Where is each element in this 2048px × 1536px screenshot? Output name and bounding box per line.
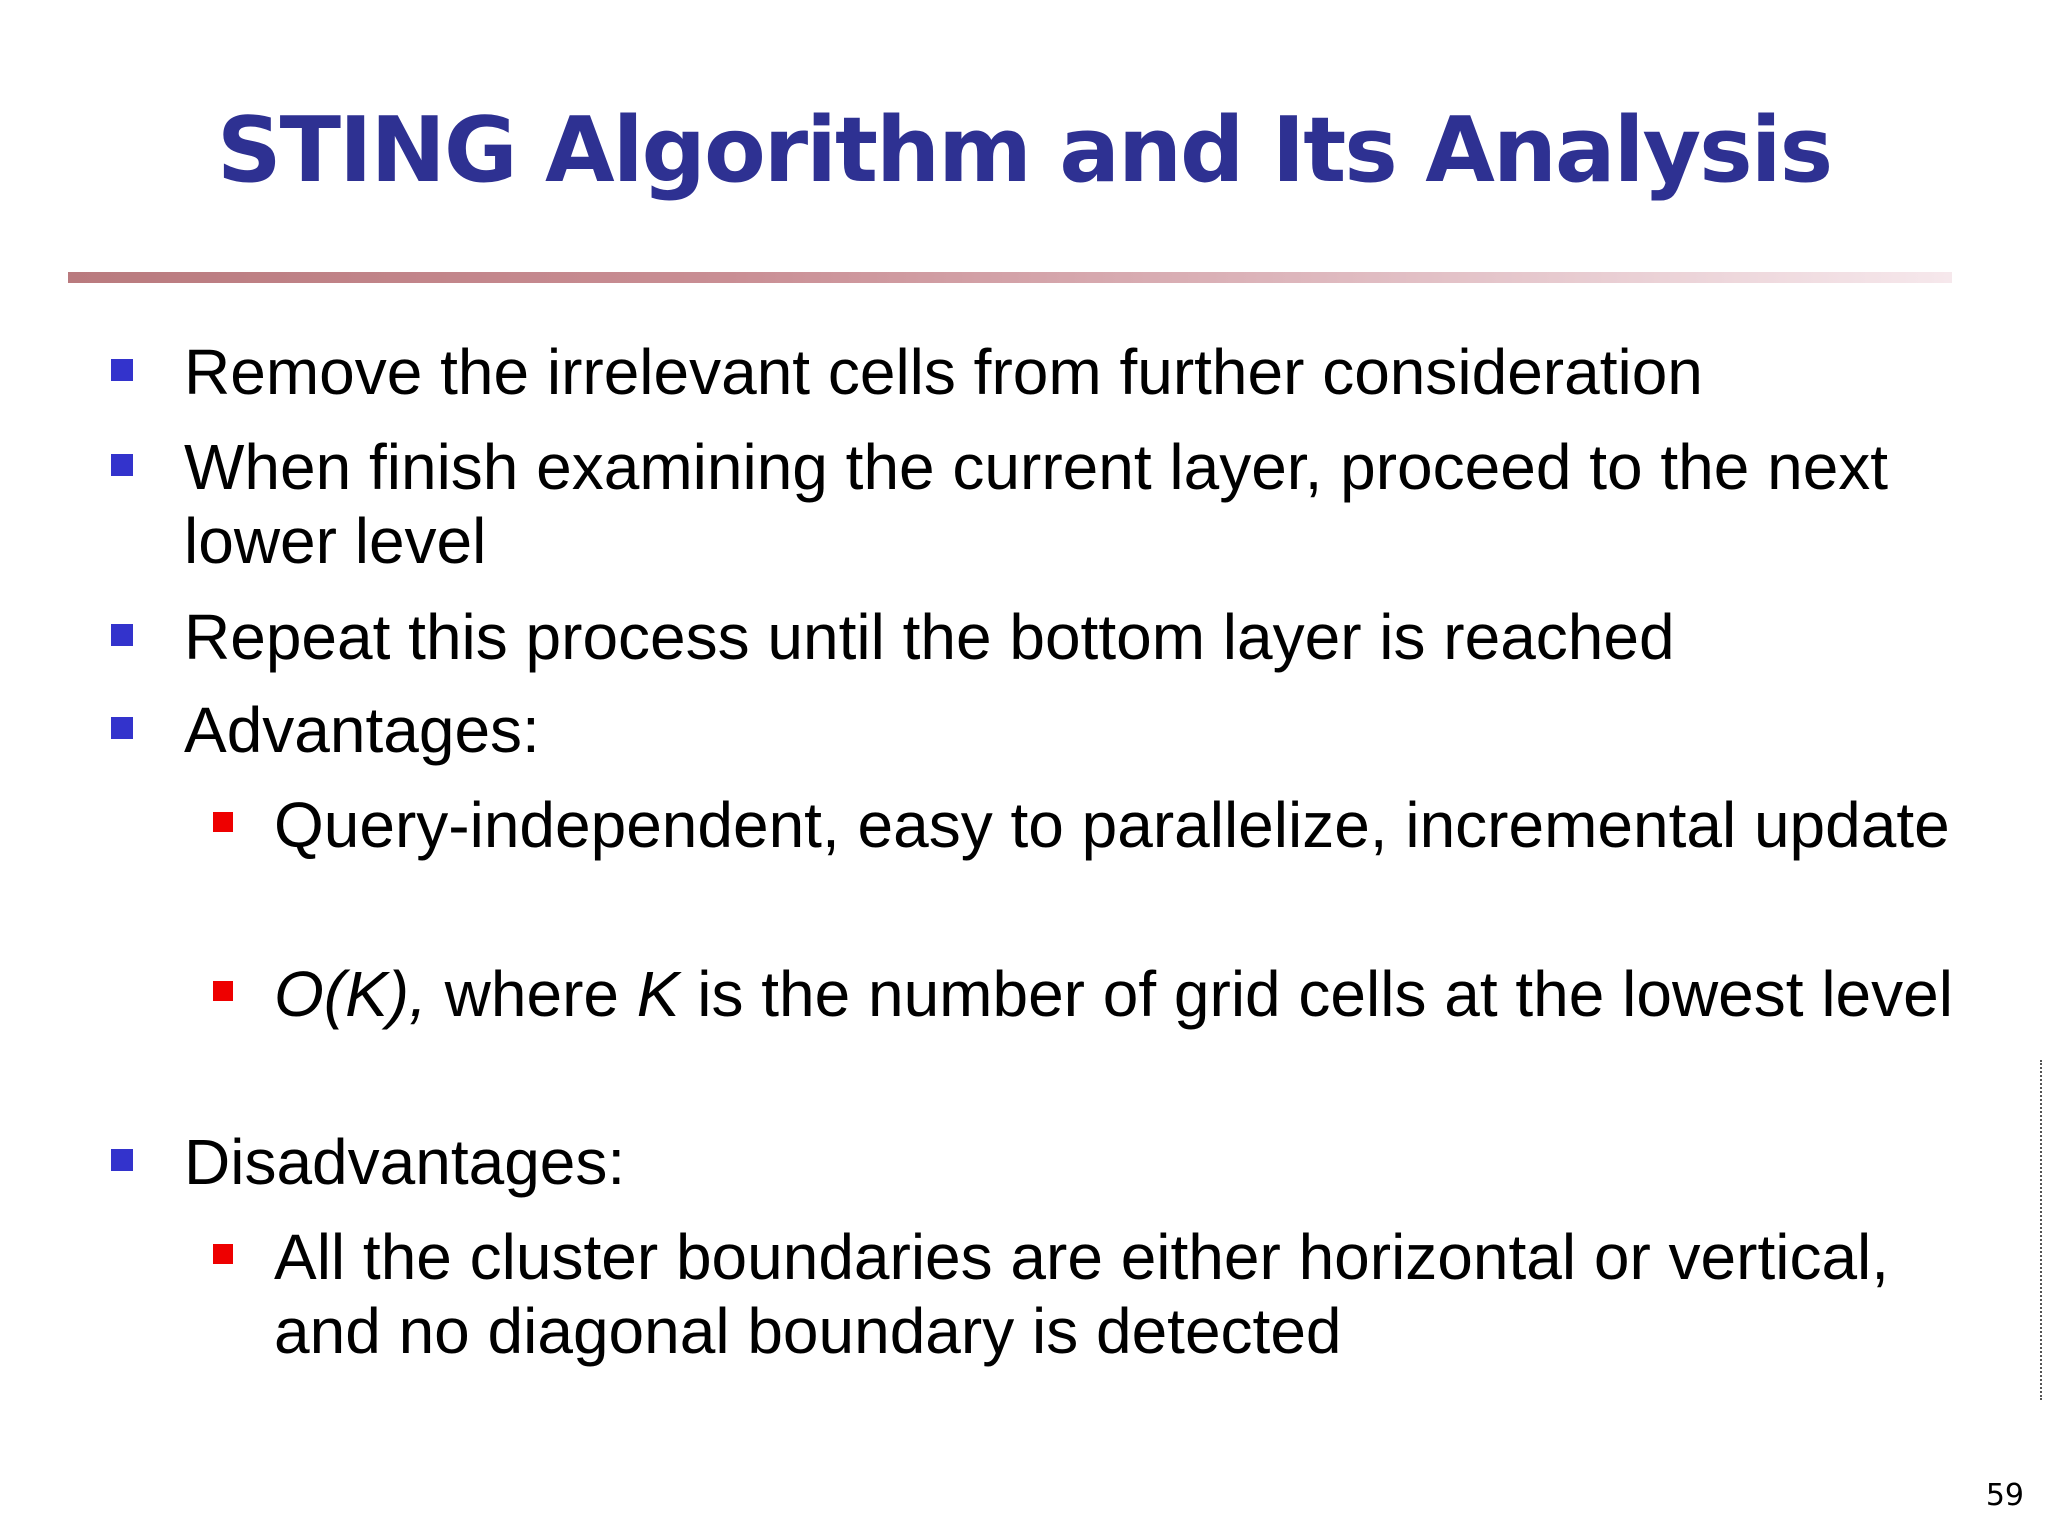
- title-divider: [68, 272, 1952, 283]
- bullet-item: [184, 335, 1964, 409]
- bullet-item: [184, 430, 1964, 578]
- square-bullet-icon: [111, 717, 133, 739]
- sub-bullet-text: is the number of grid cells at the lowest level: [679, 958, 1953, 1030]
- slide-title: STING Algorithm and Its Analysis: [216, 98, 1832, 203]
- square-bullet-icon: [111, 1149, 133, 1171]
- bullet-text: Disadvantages:: [184, 1126, 626, 1198]
- bullet-text: Advantages:: [184, 694, 540, 766]
- sub-bullet-text: where: [426, 958, 637, 1030]
- bullet-text: Repeat this process until the bottom layer is reached: [184, 601, 1675, 673]
- complexity-notation: O(K),: [274, 958, 427, 1030]
- sub-bullet-text: All the cluster boundaries are either horizontal or vertical, and no diagonal boundary is detected: [274, 1221, 1890, 1367]
- square-bullet-icon: [111, 454, 133, 476]
- edge-dotted-line: [2040, 1060, 2042, 1400]
- variable-k: K: [636, 958, 680, 1030]
- square-bullet-icon: [111, 359, 133, 381]
- bullet-item: [184, 693, 1964, 767]
- sub-bullet-item: [274, 957, 1954, 1031]
- bullet-text: Remove the irrelevant cells from further consideration: [184, 336, 1703, 408]
- sub-bullet-item: [274, 788, 1954, 862]
- square-bullet-icon: [111, 624, 133, 646]
- sub-bullet-item: [274, 1220, 1954, 1368]
- bullet-item: [184, 600, 1964, 674]
- page-number: 59: [1985, 1478, 2024, 1513]
- sub-bullet-text: Query-independent, easy to parallelize, incremental update: [274, 789, 1950, 861]
- square-bullet-icon: [213, 1244, 233, 1264]
- square-bullet-icon: [213, 812, 233, 832]
- square-bullet-icon: [213, 981, 233, 1001]
- bullet-item: [184, 1125, 1964, 1199]
- bullet-text: When finish examining the current layer, proceed to the next lower level: [184, 431, 1889, 577]
